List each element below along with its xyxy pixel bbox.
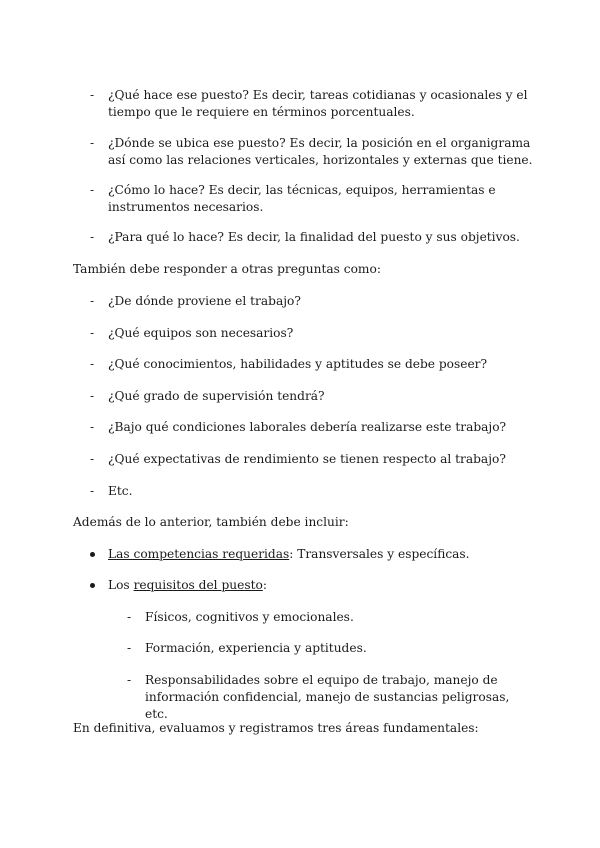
list-item-text: ¿De dónde proviene el trabajo? (108, 294, 301, 308)
list-marker: - (90, 88, 95, 102)
list-item-text: ¿Dónde se ubica ese puesto? Es decir, la posición en el organigrama así como las relaciones verticales, horizontales y externas que tiene. (108, 136, 533, 167)
list-marker: - (90, 389, 95, 403)
list-marker: - (90, 136, 95, 150)
list-item-text: ¿Qué conocimientos, habilidades y aptitudes se debe poseer? (108, 357, 488, 371)
list-item-text: Etc. (108, 484, 133, 498)
requisitos-prefix: Los (108, 578, 134, 592)
paragraph-include: Además de lo anterior, también debe incluir: (73, 515, 349, 529)
list-item-text: ¿Qué expectativas de rendimiento se tienen respecto al trabajo? (108, 452, 506, 466)
list-marker: - (127, 610, 132, 624)
list-marker: - (90, 326, 95, 340)
list-marker: - (90, 452, 95, 466)
list-marker: - (90, 357, 95, 371)
list-marker: - (127, 641, 132, 655)
list-marker: - (127, 673, 132, 687)
list-item-text: ¿Qué hace ese puesto? Es decir, tareas cotidianas y ocasionales y el tiempo que le requiere en términos porcentuales. (108, 88, 528, 119)
list-item-text: ¿Bajo qué condiciones laborales debería realizarse este trabajo? (108, 420, 507, 434)
list-item-text: ¿Para qué lo hace? Es decir, la finalidad del puesto y sus objetivos. (108, 230, 520, 244)
list-marker: - (90, 183, 95, 197)
requisitos-link[interactable]: requisitos del puesto (133, 578, 263, 592)
list-item-text: Responsabilidades sobre el equipo de trabajo, manejo de información confidencial, manejo de sustancias peligrosas, etc. (145, 673, 510, 721)
list-marker: - (90, 230, 95, 244)
list-item-text: ¿Cómo lo hace? Es decir, las técnicas, equipos, herramientas e instrumentos necesarios. (108, 183, 496, 214)
bullet-dot (90, 583, 95, 588)
list-item-text: ¿Qué grado de supervisión tendrá? (108, 389, 325, 403)
list-marker: - (90, 484, 95, 498)
competencias-text: : Transversales y específicas. (289, 547, 470, 561)
paragraph-conclusion: En definitiva, evaluamos y registramos tres áreas fundamentales: (73, 721, 479, 735)
list-item-text: ¿Qué equipos son necesarios? (108, 326, 294, 340)
list-marker: - (90, 294, 95, 308)
bullet-dot (90, 552, 95, 557)
competencias-link[interactable]: Las competencias requeridas (108, 547, 290, 561)
list-marker: - (90, 420, 95, 434)
list-item-text: Formación, experiencia y aptitudes. (145, 641, 367, 655)
requisitos-text: : (262, 578, 267, 592)
list-item-text: Físicos, cognitivos y emocionales. (145, 610, 354, 624)
paragraph-other-questions: También debe responder a otras preguntas como: (73, 262, 381, 276)
